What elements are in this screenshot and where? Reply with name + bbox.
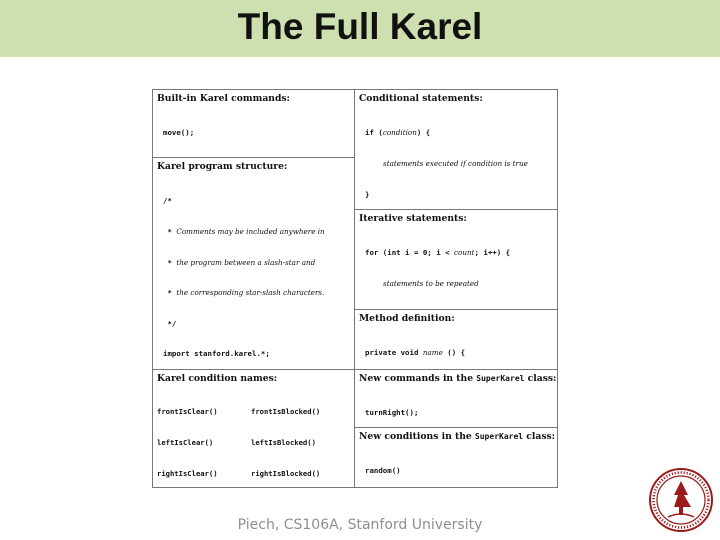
import-line: import stanford.karel.*; xyxy=(163,349,270,359)
condition-names-column-1 xyxy=(157,387,251,489)
iterative-statements-section xyxy=(355,210,557,310)
method-definition-section xyxy=(355,310,557,370)
method-definition-code xyxy=(355,328,557,370)
condition-names-heading: Karel condition names: xyxy=(157,373,278,384)
builtin-commands-section xyxy=(153,90,354,158)
left-column xyxy=(153,90,355,487)
comment-line: * the corresponding star-slash characters. xyxy=(163,288,325,298)
condition-name: leftIsClear() xyxy=(157,438,214,448)
karel-reference-sheet xyxy=(152,89,558,488)
builtin-commands-list xyxy=(153,108,354,158)
conditional-code xyxy=(355,108,557,210)
stanford-seal-icon xyxy=(648,467,714,533)
slide-title: The Full Karel xyxy=(237,6,483,47)
superkarel-conditions-heading: New conditions in the SuperKarel class: xyxy=(359,431,556,442)
superkarel-commands-code xyxy=(355,388,557,428)
right-column xyxy=(355,90,557,487)
program-structure-code xyxy=(153,176,354,370)
code-line: } xyxy=(365,189,370,199)
condition-names-column-2 xyxy=(251,387,329,489)
code-line: random() xyxy=(365,466,401,476)
conditional-statements-section xyxy=(355,90,557,210)
superkarel-commands-heading: New commands in the SuperKarel class: xyxy=(359,373,557,384)
comment-line: * Comments may be included anywhere in xyxy=(163,227,325,236)
method-definition-heading: Method definition: xyxy=(359,313,455,324)
method-declaration-line: private void name () { xyxy=(365,348,466,358)
slide-footer: Piech, CS106A, Stanford University xyxy=(237,517,483,533)
if-line: if (condition) { xyxy=(365,128,431,138)
builtin-commands-heading: Built-in Karel commands: xyxy=(157,93,290,104)
program-structure-heading: Karel program structure: xyxy=(157,161,288,172)
condition-names-table xyxy=(153,387,354,489)
code-line: */ xyxy=(167,318,177,328)
superkarel-conditions-code xyxy=(355,446,557,489)
repeat-note: statements to be repeated xyxy=(383,279,479,288)
comment-line: * the program between a slash-star and xyxy=(163,257,316,267)
code-line: /* xyxy=(163,196,172,206)
code-line: move(); xyxy=(163,128,195,138)
condition-name: leftIsBlocked() xyxy=(251,438,316,448)
condition-names-section xyxy=(153,370,354,489)
conditional-statements-heading: Conditional statements: xyxy=(359,93,483,104)
condition-name: rightIsBlocked() xyxy=(251,468,321,478)
condition-name: frontIsClear() xyxy=(157,407,218,417)
for-line: for (int i = 0; i < count; i++) { xyxy=(365,248,511,258)
superkarel-commands-section xyxy=(355,370,557,428)
condition-name: frontIsBlocked() xyxy=(251,407,321,417)
program-structure-section xyxy=(153,158,354,370)
true-branch-note: statements executed if condition is true xyxy=(383,159,528,168)
condition-name: rightIsClear() xyxy=(157,468,218,478)
iterative-statements-heading: Iterative statements: xyxy=(359,213,467,224)
superkarel-conditions-section xyxy=(355,428,557,489)
code-line: turnRight(); xyxy=(365,408,419,418)
iterative-code xyxy=(355,228,557,310)
